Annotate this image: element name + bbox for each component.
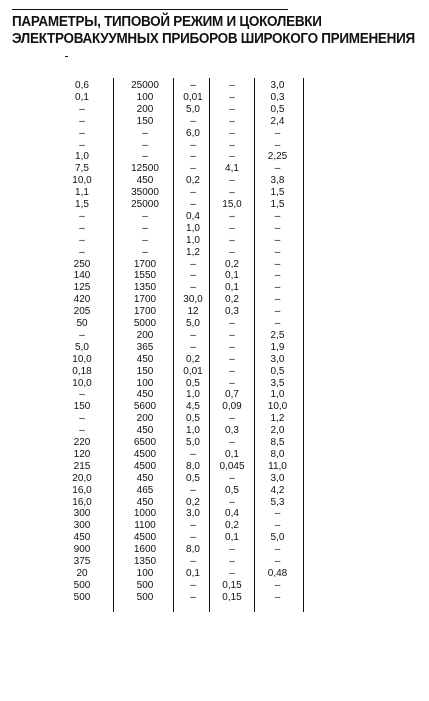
table-cell: – [190, 556, 196, 567]
table-cell: 0,2 [186, 353, 200, 365]
table-row [60, 235, 300, 247]
table-cell: 375 [73, 556, 91, 567]
table-cell: 450 [136, 353, 154, 365]
table-cell: 0,6 [75, 80, 89, 91]
table-row [60, 116, 300, 128]
table-cell: 500 [73, 591, 91, 603]
table-cell: 12500 [131, 163, 159, 175]
table-cell: 150 [73, 401, 91, 413]
table-cell: – [229, 437, 235, 448]
table-cell: – [142, 127, 148, 139]
table-cell: 0,5 [225, 484, 239, 496]
table-row [60, 318, 300, 330]
table-cell: 1550 [133, 270, 157, 282]
table-cell: – [229, 567, 235, 579]
table-cell: – [274, 163, 281, 175]
table-cell: 6500 [133, 437, 157, 448]
table-cell: 200 [136, 329, 154, 341]
table-cell: 3,0 [270, 353, 285, 365]
table-cell: – [190, 199, 196, 210]
table-row [60, 544, 300, 556]
table-cell: 6,0 [186, 127, 200, 139]
table-row [60, 306, 300, 318]
table-cell: – [274, 258, 281, 270]
table-cell: – [274, 127, 281, 139]
table-cell: 25000 [131, 80, 159, 91]
table-cell: 0,2 [186, 496, 200, 508]
table-row [60, 473, 300, 485]
table-row [60, 342, 300, 354]
table-cell: 35000 [131, 187, 159, 199]
table-row [60, 92, 300, 104]
table-cell: – [229, 127, 235, 139]
table-cell: – [190, 532, 196, 544]
table-cell: 8,0 [186, 460, 200, 472]
table-cell: 8,0 [270, 448, 285, 460]
table-row [60, 175, 300, 187]
table-cell: 300 [73, 508, 91, 520]
table-cell: – [142, 210, 148, 222]
table-cell: 5,0 [270, 532, 285, 544]
table-cell: 0,7 [225, 389, 239, 401]
table-cell: 0,5 [270, 365, 285, 377]
table-cell: 16,0 [72, 484, 92, 496]
table-cell: – [274, 556, 281, 567]
table-cell: – [190, 484, 196, 496]
table-cell: 450 [136, 425, 154, 437]
table-cell: 3,0 [186, 508, 200, 520]
table-cell: – [229, 80, 235, 91]
table-cell: – [229, 187, 235, 199]
table-row [60, 247, 300, 259]
table-cell: 0,2 [225, 520, 239, 532]
table-cell: – [190, 80, 196, 91]
table-cell: – [79, 115, 85, 127]
table-cell: – [79, 127, 85, 139]
table-row [60, 580, 300, 592]
table-cell: – [274, 520, 281, 532]
table-row [60, 199, 300, 211]
table-cell: – [274, 210, 281, 222]
table-cell: 4500 [133, 532, 157, 544]
table-row [60, 259, 300, 271]
table-row [60, 211, 300, 223]
table-cell: – [190, 520, 196, 532]
table-cell: – [274, 579, 281, 591]
table-row [60, 568, 300, 580]
table-cell: 5000 [133, 318, 157, 329]
table-cell: – [142, 222, 148, 234]
table-cell: 450 [136, 496, 154, 508]
table-row [60, 485, 300, 497]
table-cell: – [79, 329, 85, 341]
table-cell: – [274, 222, 281, 234]
table-cell: – [229, 151, 235, 163]
table-row [60, 104, 300, 116]
table-cell: – [190, 115, 196, 127]
table-cell: 215 [73, 460, 91, 472]
table-row [60, 437, 300, 449]
table-cell: 3,0 [270, 472, 285, 484]
table-cell: 1,5 [75, 199, 89, 210]
table-cell: 1,0 [75, 151, 89, 163]
table-cell: 0,1 [75, 91, 89, 103]
table-cell: 8,0 [186, 544, 200, 556]
table-cell: 11,0 [268, 460, 287, 472]
table-cell: 100 [136, 91, 154, 103]
table-cell: 420 [73, 294, 91, 306]
table-row [60, 425, 300, 437]
table-cell: 10,0 [267, 401, 288, 413]
table-cell: 0,5 [186, 472, 200, 484]
table-cell: 450 [136, 472, 154, 484]
table-cell: 0,1 [186, 567, 200, 579]
table-cell: 100 [136, 567, 154, 579]
table-cell: 12 [187, 306, 199, 318]
table-cell: 0,1 [225, 448, 239, 460]
table-cell: – [274, 246, 281, 258]
table-cell: 0,045 [219, 460, 245, 472]
table-row [60, 223, 300, 235]
table-cell: – [274, 306, 281, 318]
table-cell: 4,2 [270, 484, 285, 496]
table-cell: 1350 [133, 282, 157, 294]
table-cell: 3,8 [270, 175, 285, 187]
table-cell: 0,4 [225, 508, 239, 520]
table-cell: 20 [76, 567, 88, 579]
table-cell: 5,0 [186, 318, 200, 329]
table-row [60, 128, 300, 140]
table-cell: 500 [73, 579, 91, 591]
table-cell: – [190, 258, 196, 270]
table-cell: 2,4 [270, 115, 285, 127]
table-row [60, 532, 300, 544]
table-cell: 0,15 [222, 591, 242, 603]
table-cell: – [79, 139, 85, 151]
table-cell: 10,0 [72, 377, 92, 389]
table-cell: – [229, 341, 235, 353]
table-cell: 0,15 [222, 579, 242, 591]
table-row [60, 592, 300, 604]
table-row [60, 282, 300, 294]
table-cell: – [229, 246, 235, 258]
table-cell: 1600 [133, 544, 157, 556]
table-cell: – [274, 139, 281, 151]
table-cell: 250 [73, 258, 91, 270]
table-row [60, 461, 300, 473]
table-row [60, 140, 300, 152]
table-cell: – [79, 210, 85, 222]
table-cell: 25000 [131, 199, 159, 210]
table-cell: 450 [136, 175, 154, 187]
table-cell: – [229, 496, 235, 508]
table-cell: – [274, 294, 281, 306]
table-cell: – [229, 472, 235, 484]
table-cell: – [229, 544, 235, 556]
table-cell: 1700 [133, 258, 157, 270]
table-cell: 200 [136, 103, 154, 115]
table-cell: 365 [136, 341, 154, 353]
table-row [60, 401, 300, 413]
table-cell: 5,3 [270, 496, 285, 508]
table-cell: – [274, 508, 281, 520]
table-cell: – [274, 318, 281, 329]
table-row [60, 151, 300, 163]
table-cell: – [190, 151, 196, 163]
table-cell: – [274, 234, 281, 246]
table-cell: – [190, 163, 196, 175]
table-cell: – [190, 270, 196, 282]
table-cell: 0,5 [186, 377, 200, 389]
table-cell: – [229, 103, 235, 115]
table-cell: 7,5 [75, 163, 89, 175]
table-row [60, 378, 300, 390]
table-cell: – [190, 187, 196, 199]
table-row [60, 354, 300, 366]
table-cell: 140 [73, 270, 91, 282]
table-cell: 450 [136, 389, 154, 401]
table-row [60, 508, 300, 520]
table-cell: – [274, 282, 281, 294]
table-cell: – [142, 246, 148, 258]
table-cell: – [190, 579, 196, 591]
table-cell: 30,0 [183, 294, 203, 306]
table-cell: 205 [73, 306, 91, 318]
page-title-line-1: ПАРАМЕТРЫ, ТИПОВОЙ РЕЖИМ И ЦОКОЛЕВКИ [12, 14, 322, 30]
table-cell: 0,48 [267, 567, 288, 579]
table-cell: 1,2 [186, 246, 200, 258]
table-cell: 0,01 [183, 91, 203, 103]
table-cell: – [190, 591, 196, 603]
table-cell: 150 [136, 115, 154, 127]
table-cell: 0,01 [183, 365, 203, 377]
table-cell: 0,5 [186, 413, 200, 425]
table-cell: 150 [136, 365, 154, 377]
table-cell: 0,5 [270, 103, 285, 115]
table-cell: 1,0 [270, 389, 285, 401]
table-cell: – [229, 115, 235, 127]
table-cell: – [229, 222, 235, 234]
table-cell: 1000 [133, 508, 157, 520]
table-cell: – [274, 591, 281, 603]
table-cell: 0,18 [72, 365, 92, 377]
table-row [60, 163, 300, 175]
table-cell: 465 [136, 484, 154, 496]
table-cell: 4500 [133, 448, 157, 460]
table-cell: 125 [73, 282, 91, 294]
table-cell: – [190, 139, 196, 151]
table-cell: – [229, 175, 235, 187]
table-cell: 1,1 [75, 187, 89, 199]
table-cell: 10,0 [72, 175, 92, 187]
table-cell: 4,1 [225, 163, 239, 175]
table-cell: 50 [76, 318, 88, 329]
table-cell: – [79, 222, 85, 234]
table-row [60, 520, 300, 532]
table-cell: 900 [73, 544, 91, 556]
table-cell: – [142, 151, 148, 163]
table-cell: – [79, 425, 85, 437]
column-divider-5 [303, 78, 304, 612]
table-row [60, 389, 300, 401]
table-cell: – [190, 282, 196, 294]
table-cell: 300 [73, 520, 91, 532]
table-row [60, 187, 300, 199]
table-row [60, 80, 300, 92]
table-cell: 1350 [133, 556, 157, 567]
table-cell: 5,0 [186, 103, 200, 115]
table-cell: 3,0 [270, 80, 285, 91]
table-row [60, 556, 300, 568]
table-cell: – [229, 318, 235, 329]
table-cell: – [142, 234, 148, 246]
table-cell: – [229, 413, 235, 425]
table-cell: – [229, 365, 235, 377]
table-cell: 4500 [133, 460, 157, 472]
table-cell: 120 [73, 448, 91, 460]
table-cell: – [229, 234, 235, 246]
table-cell: – [274, 544, 281, 556]
page-title-line-2: ЭЛЕКТРОВАКУУМНЫХ ПРИБОРОВ ШИРОКОГО ПРИМЕНЕНИЯ [12, 31, 415, 47]
table-cell: 1,0 [186, 389, 200, 401]
table-cell: 1,0 [186, 425, 200, 437]
table-row [60, 413, 300, 425]
table-row [60, 294, 300, 306]
table-cell: 2,0 [270, 425, 285, 437]
table-cell: 20,0 [72, 472, 92, 484]
table-cell: 500 [136, 579, 154, 591]
table-row [60, 330, 300, 342]
table-cell: – [229, 353, 235, 365]
table-cell: 0,2 [225, 258, 239, 270]
table-cell: 2,25 [267, 151, 288, 163]
table-cell: 8,5 [270, 437, 285, 448]
table-cell: – [229, 377, 235, 389]
table-cell: 5,0 [75, 341, 89, 353]
table-cell: 1,9 [270, 341, 285, 353]
table-row [60, 497, 300, 509]
table-cell: 0,1 [225, 270, 239, 282]
table-cell: – [79, 103, 85, 115]
table-cell: – [79, 246, 85, 258]
table-cell: – [190, 329, 196, 341]
table-cell: – [79, 413, 85, 425]
table-cell: – [79, 389, 85, 401]
table-cell: – [79, 234, 85, 246]
table-row [60, 270, 300, 282]
table-cell: 15,0 [222, 199, 242, 210]
table-cell: 5,0 [186, 437, 200, 448]
table-cell: 1,5 [270, 199, 285, 210]
table-cell: 1700 [133, 294, 157, 306]
table-cell: 0,2 [225, 294, 239, 306]
table-cell: 0,3 [225, 425, 239, 437]
table-cell: 16,0 [72, 496, 92, 508]
header-rule [12, 9, 288, 10]
table-row [60, 449, 300, 461]
table-cell: – [274, 270, 281, 282]
table-cell: 0,1 [225, 282, 239, 294]
table-cell: 0,3 [270, 91, 285, 103]
table-cell: 0,4 [186, 210, 200, 222]
table-cell: – [190, 341, 196, 353]
table-cell: 1,5 [270, 187, 285, 199]
table-cell: – [229, 329, 235, 341]
table-cell: 10,0 [72, 353, 92, 365]
table-cell: 220 [73, 437, 91, 448]
table-cell: – [142, 139, 148, 151]
table-cell: – [229, 556, 235, 567]
table-cell: 1,0 [186, 222, 200, 234]
table-cell: 450 [73, 532, 91, 544]
table-row [60, 366, 300, 378]
table-cell: 0,2 [186, 175, 200, 187]
table-cell: 5600 [133, 401, 157, 413]
table-cell: 0,09 [222, 401, 242, 413]
table-cell: – [229, 210, 235, 222]
table-cell: 500 [136, 591, 154, 603]
page-mark [65, 56, 68, 57]
table-cell: 1700 [133, 306, 157, 318]
table-cell: 100 [136, 377, 154, 389]
table-cell: 4,5 [186, 401, 200, 413]
table-cell: 1100 [134, 520, 156, 532]
table-cell: 3,5 [270, 377, 285, 389]
table-cell: – [190, 448, 196, 460]
table-cell: – [229, 91, 235, 103]
table-cell: 0,3 [225, 306, 239, 318]
table-cell: – [229, 139, 235, 151]
table-cell: 2,5 [270, 329, 285, 341]
table-cell: 200 [136, 413, 154, 425]
table-cell: 0,1 [225, 532, 239, 544]
table-cell: 1,0 [186, 234, 200, 246]
table-cell: 1,2 [270, 413, 285, 425]
